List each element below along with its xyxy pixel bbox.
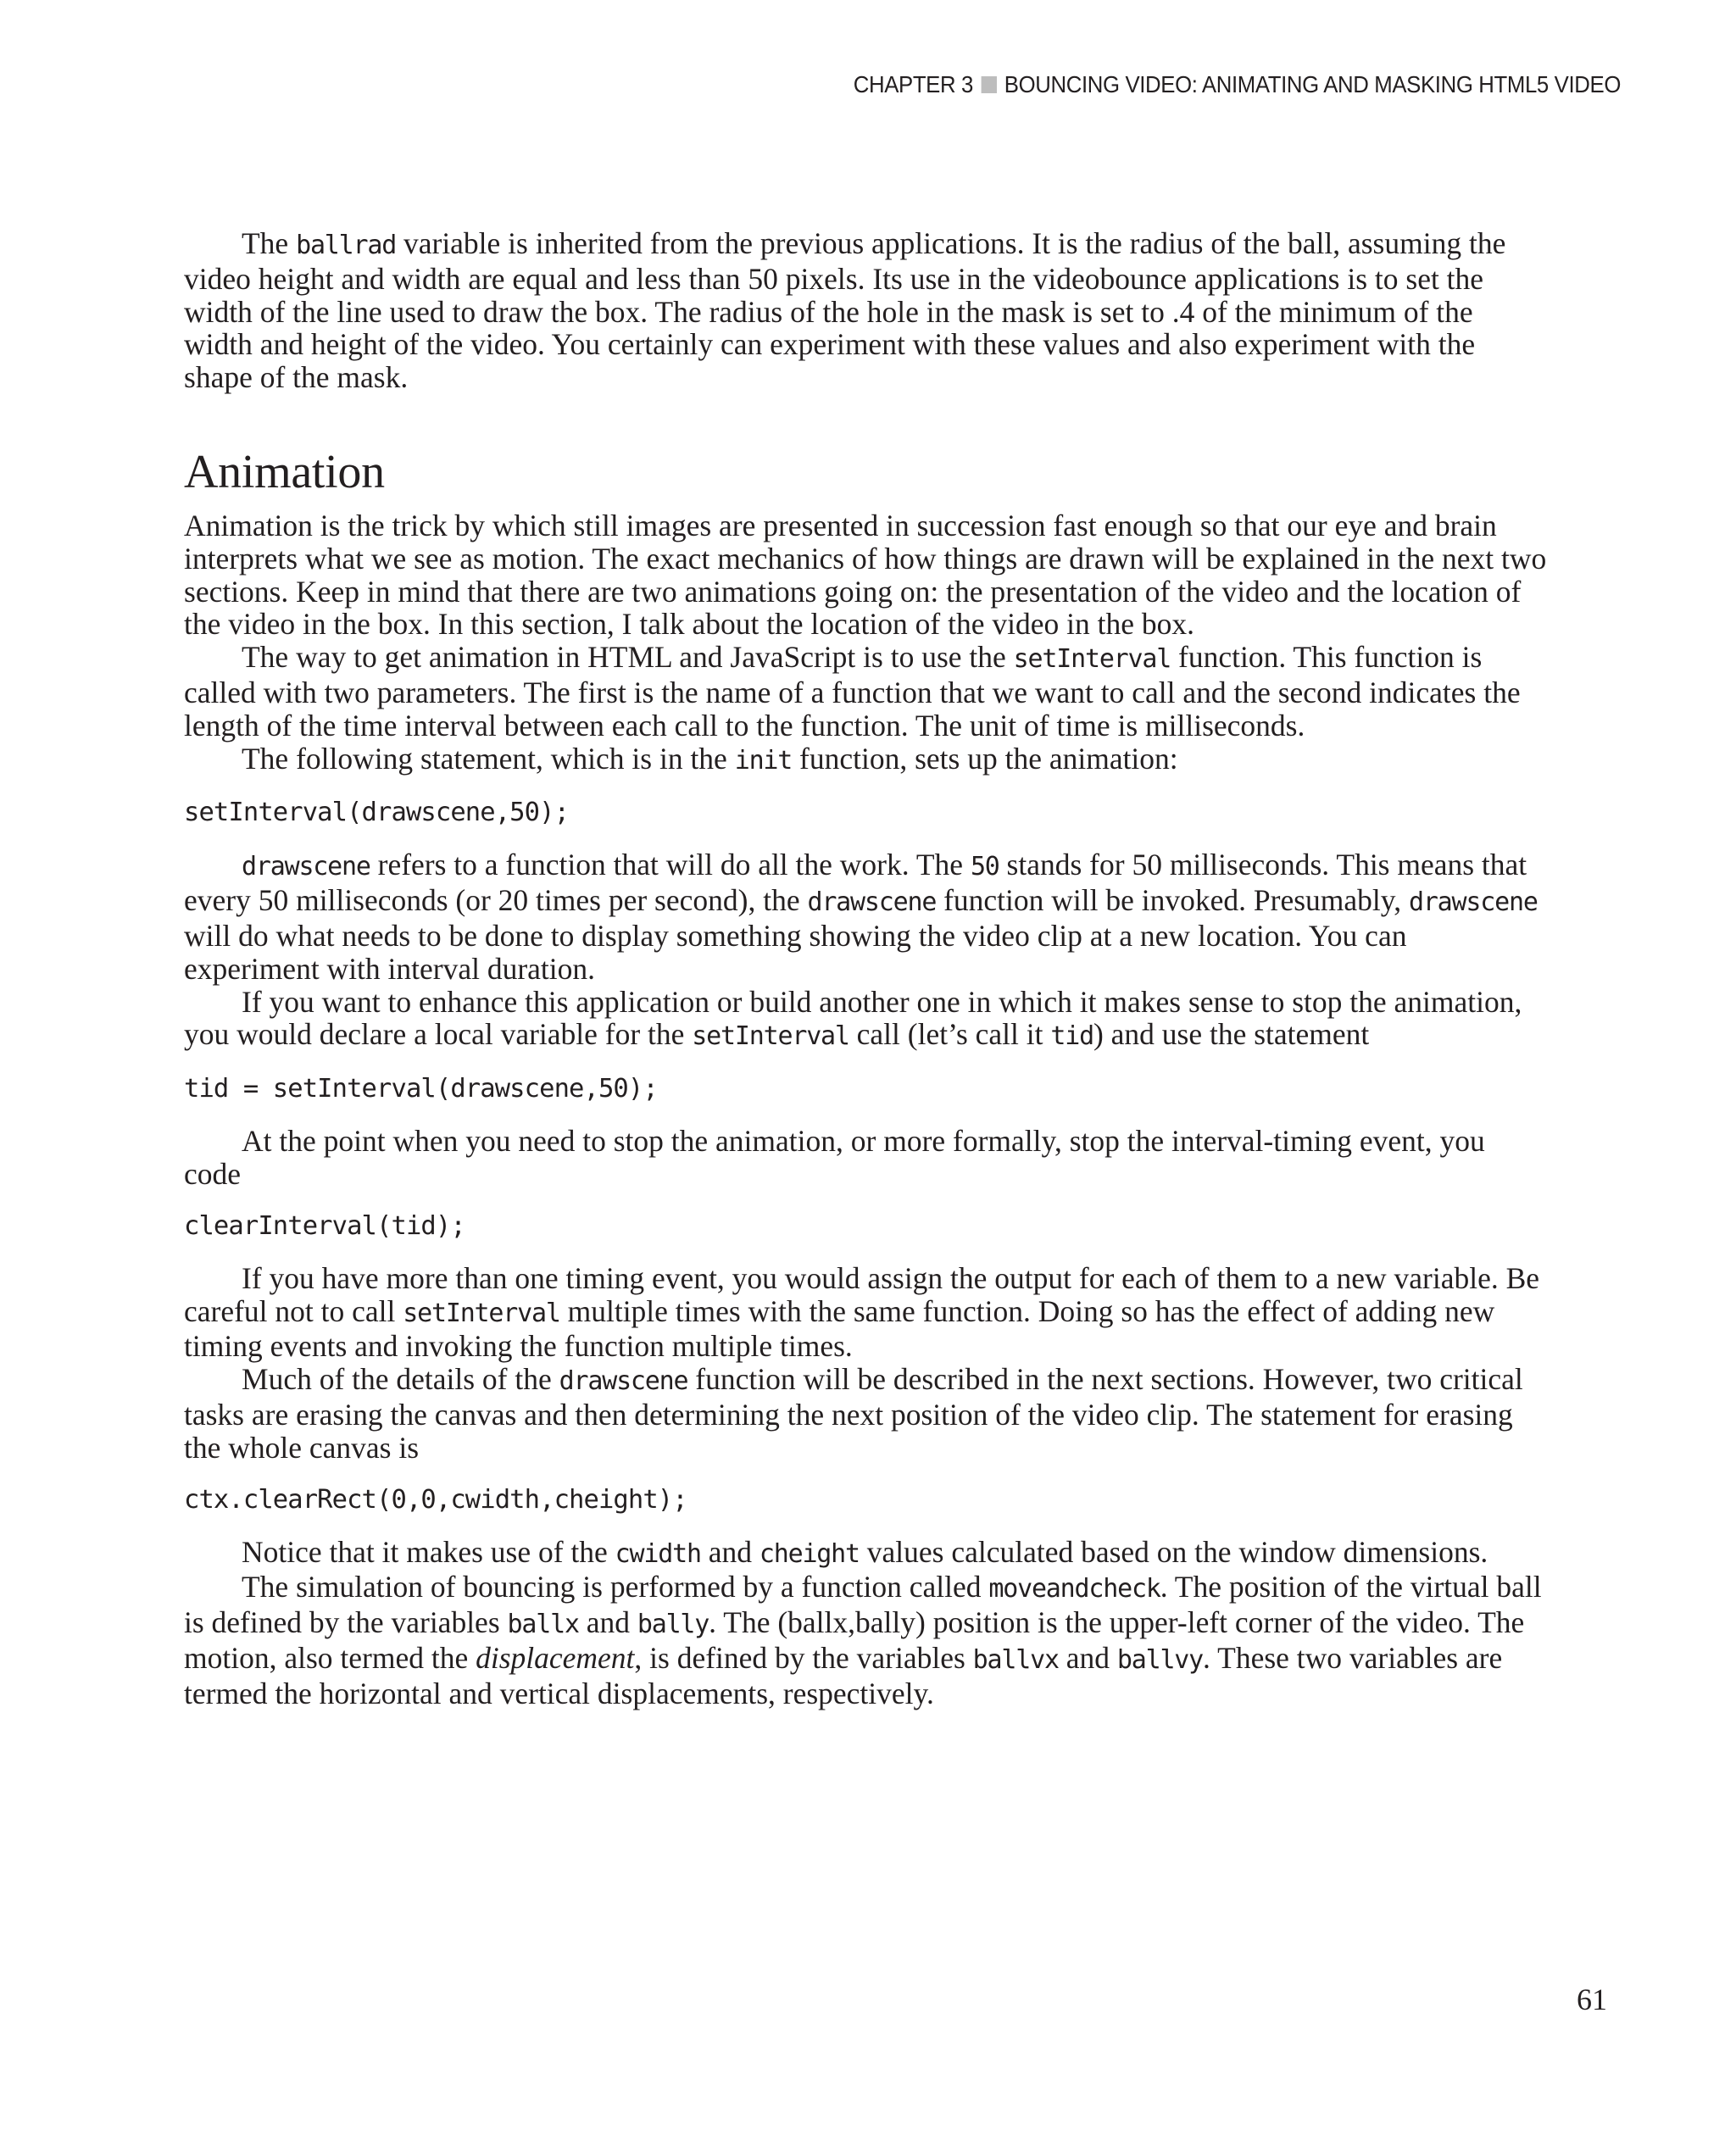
text: Notice that it makes use of the — [242, 1534, 615, 1569]
text: refers to a function that will do all the work. The — [370, 848, 971, 882]
inline-code: drawscene — [242, 852, 370, 882]
text: The way to get animation in HTML and JavaScript is to use the — [242, 640, 1014, 675]
inline-code: drawscene — [1408, 887, 1538, 918]
text: values calculated based on the window dimensions. — [859, 1534, 1488, 1569]
code-block: tid = setInterval(drawscene,50); — [184, 1074, 658, 1104]
inline-code: setInterval — [403, 1298, 560, 1328]
text: ) and use the statement — [1093, 1017, 1370, 1052]
inline-code: drawscene — [807, 887, 937, 918]
page-number: 61 — [1577, 1983, 1607, 2016]
inline-code: 50 — [970, 852, 999, 882]
page-body — [184, 227, 1549, 1710]
separator-square-icon — [981, 76, 996, 93]
inline-code: init — [734, 745, 793, 776]
text: and — [578, 1605, 637, 1640]
emphasis-text: displacement — [476, 1640, 635, 1675]
inline-code: ballx — [507, 1610, 579, 1640]
paragraph-erasing — [184, 1363, 1549, 1464]
paragraph-multiple-timers — [184, 1262, 1549, 1363]
inline-code: tid — [1050, 1021, 1093, 1052]
text: The — [242, 226, 297, 260]
text: The following statement, which is in the — [242, 741, 735, 776]
paragraph-ballrad — [184, 227, 1549, 394]
inline-code: ballrad — [296, 231, 397, 260]
running-head — [854, 71, 1621, 98]
text: If you want to enhance this application or build another one in which it makes sense to stop the animation, you would declare a local variable for the — [184, 984, 1522, 1052]
text: variable is inherited from the previous applications. It is the radius of the ball, assuming the video height and width are equal and less than 50 pixels. Its use in the videobounce applications is to set the width of the line used to draw the box. The radius of the hole in the mask is set to .4 of the minimum of the width and height of the video. You certainly can experiment with these values and also experiment with the shape of the mask. — [184, 226, 1506, 395]
text: . These two variables are termed the horizontal and vertical displacements, respectively. — [184, 1640, 1503, 1710]
text: , is defined by the variables — [634, 1640, 973, 1675]
text: function. This function is called with two parameters. The first is the name of a function that we want to call and the second indicates the length of the time interval between each call to the function. The unit of time is milliseconds. — [184, 640, 1521, 742]
paragraph-cwidth — [184, 1536, 1549, 1571]
inline-code: drawscene — [559, 1366, 688, 1397]
text: . The (ballx,bally) position is the upper-left corner of the video. The motion, also termed the — [184, 1605, 1525, 1675]
inline-code: bally — [637, 1610, 709, 1640]
chapter-label: CHAPTER 3 — [853, 71, 973, 97]
paragraph-enhance — [184, 986, 1549, 1054]
inline-code: setInterval — [1013, 644, 1171, 675]
text: . The position of the virtual ball is defined by the variables — [184, 1570, 1542, 1640]
paragraph-stop: At the point when you need to stop the animation, or more formally, stop the interval-timing event, you code — [184, 1124, 1485, 1191]
code-block: clearInterval(tid); — [184, 1210, 465, 1241]
code-block: setInterval(drawscene,50); — [184, 798, 570, 828]
paragraph-init — [184, 742, 1549, 778]
inline-code: cwidth — [615, 1538, 701, 1569]
text: and — [1058, 1640, 1117, 1675]
text: stands for 50 milliseconds. This means that every 50 milliseconds (or 20 times per second), the — [184, 848, 1527, 918]
inline-code: ballvy — [1116, 1644, 1204, 1675]
text: The simulation of bouncing is performed by a function called — [242, 1570, 989, 1604]
paragraph-drawscene — [184, 848, 1549, 985]
text: and — [700, 1534, 760, 1569]
paragraph-setinterval — [184, 641, 1549, 742]
chapter-title: BOUNCING VIDEO: ANIMATING AND MASKING HTML5 VIDEO — [1004, 71, 1621, 97]
text: call (let’s call it — [849, 1017, 1051, 1052]
inline-code: cheight — [759, 1538, 860, 1569]
text: function, sets up the animation: — [792, 741, 1178, 776]
text: Much of the details of the — [242, 1362, 559, 1397]
section-heading: Animation — [184, 445, 385, 498]
inline-code: setInterval — [692, 1021, 849, 1052]
text: If you have more than one timing event, you would assign the output for each of them to a new variable. Be careful not to call — [184, 1260, 1540, 1328]
text: will do what needs to be done to display something showing the video clip at a new location. You can experiment with interval duration. — [184, 918, 1407, 986]
paragraph-moveandcheck — [184, 1571, 1549, 1710]
text: multiple times with the same function. Doing so has the effect of adding new timing events and invoking the function multiple times. — [184, 1293, 1495, 1364]
inline-code: moveandcheck — [988, 1574, 1160, 1604]
text: function will be invoked. Presumably, — [936, 883, 1409, 918]
text: function will be described in the next sections. However, two critical tasks are erasing the canvas and then determining the next position of the video clip. The statement for erasing the whole canvas is — [184, 1362, 1523, 1465]
inline-code: ballvx — [972, 1644, 1059, 1675]
paragraph-animation-intro: Animation is the trick by which still images are presented in succession fast enough so that our eye and brain interprets what we see as motion. The exact mechanics of how things are drawn will be explained in the next two sections. Keep in mind that there are two animations going on: the presentation of the video and the location of the video in the box. In this section, I talk about the location of the video in the box. — [184, 508, 1547, 642]
code-block: ctx.clearRect(0,0,cwidth,cheight); — [184, 1484, 687, 1515]
